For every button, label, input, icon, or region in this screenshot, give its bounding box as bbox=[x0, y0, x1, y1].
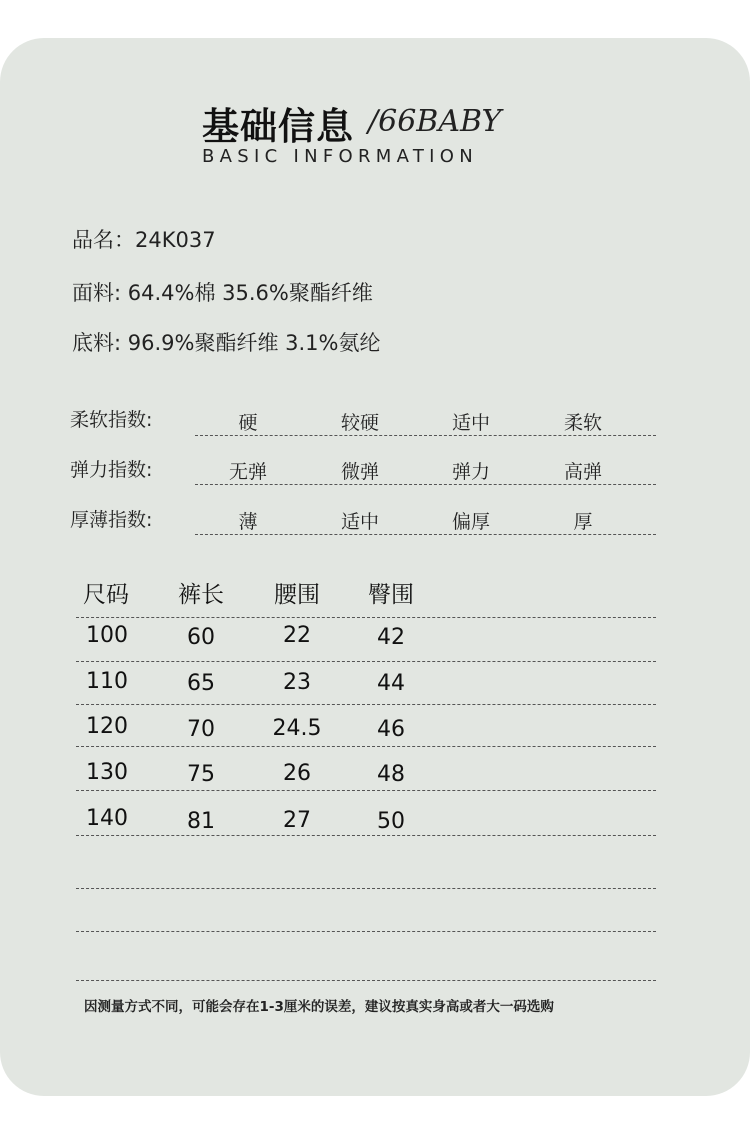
table-divider bbox=[76, 835, 656, 836]
size-cell: 140 bbox=[86, 806, 128, 831]
thickness-option-medium-selected bbox=[310, 507, 410, 534]
page-title: 基础信息 bbox=[202, 105, 354, 148]
thickness-divider bbox=[195, 534, 656, 535]
table-header-pants-length: 裤长 bbox=[178, 582, 224, 608]
waist-cell: 22 bbox=[283, 623, 311, 648]
length-cell: 65 bbox=[187, 671, 215, 696]
option-text: 较硬 bbox=[340, 412, 379, 434]
hip-cell: 46 bbox=[377, 717, 405, 742]
waist-cell: 23 bbox=[283, 670, 311, 695]
thickness-index-label: 厚薄指数: bbox=[70, 509, 153, 531]
size-cell: 110 bbox=[86, 669, 128, 694]
waist-cell: 24.5 bbox=[272, 716, 322, 741]
hip-cell: 44 bbox=[377, 671, 405, 696]
option-text: 适中 bbox=[340, 511, 379, 533]
option-text: 微弹 bbox=[340, 461, 379, 483]
option-text: 弹力 bbox=[451, 461, 490, 483]
lining-composition: 底料: 96.9%聚酯纤维 3.1%氨纶 bbox=[72, 331, 381, 355]
softness-divider bbox=[195, 435, 656, 436]
softness-index-label: 柔软指数: bbox=[70, 409, 153, 431]
hip-cell: 42 bbox=[377, 625, 405, 650]
table-divider bbox=[76, 704, 656, 705]
option-text: 高弹 bbox=[563, 461, 602, 483]
brand-name bbox=[368, 104, 501, 139]
elasticity-option-slight-selected bbox=[310, 457, 410, 484]
measurement-note: 因测量方式不同，可能会存在1-3厘米的误差，建议按真实身高或者大一码选购 bbox=[84, 999, 554, 1015]
table-divider bbox=[76, 980, 656, 981]
elasticity-divider bbox=[195, 484, 656, 485]
info-card bbox=[0, 38, 750, 1096]
table-header-waist: 腰围 bbox=[274, 582, 320, 608]
table-header-size: 尺码 bbox=[83, 582, 129, 608]
waist-cell: 27 bbox=[283, 808, 311, 833]
option-text: 无弹 bbox=[228, 461, 267, 483]
fabric-composition: 面料: 64.4%棉 35.6%聚酯纤维 bbox=[72, 281, 373, 305]
title-separator: / bbox=[368, 104, 379, 139]
table-divider bbox=[76, 888, 656, 889]
elasticity-option-elastic bbox=[421, 457, 521, 484]
length-cell: 70 bbox=[187, 717, 215, 742]
brand-text: 66BABY bbox=[378, 104, 502, 139]
softness-option-medium bbox=[421, 408, 521, 435]
softness-option-soft-selected bbox=[533, 408, 633, 435]
option-text: 适中 bbox=[451, 412, 490, 434]
elasticity-index-label: 弹力指数: bbox=[70, 459, 153, 481]
product-name: 品名：24K037 bbox=[72, 228, 216, 252]
option-text: 偏厚 bbox=[451, 511, 490, 533]
elasticity-option-high bbox=[533, 457, 633, 484]
length-cell: 75 bbox=[187, 762, 215, 787]
option-text: 薄 bbox=[238, 511, 258, 533]
softness-option-hard bbox=[198, 408, 298, 435]
thickness-option-thick-ish bbox=[421, 507, 521, 534]
page-subtitle: BASIC INFORMATION bbox=[202, 146, 478, 167]
option-text: 厚 bbox=[573, 511, 593, 533]
softness-option-medium-hard bbox=[310, 408, 410, 435]
option-text: 柔软 bbox=[563, 412, 602, 434]
length-cell: 60 bbox=[187, 625, 215, 650]
option-text: 硬 bbox=[238, 412, 258, 434]
table-divider bbox=[76, 931, 656, 932]
elasticity-option-none bbox=[198, 457, 298, 484]
length-cell: 81 bbox=[187, 809, 215, 834]
waist-cell: 26 bbox=[283, 761, 311, 786]
thickness-option-thin bbox=[198, 507, 298, 534]
table-header-hip: 臀围 bbox=[368, 582, 414, 608]
table-divider bbox=[76, 617, 656, 618]
table-divider bbox=[76, 746, 656, 747]
hip-cell: 48 bbox=[377, 762, 405, 787]
size-cell: 100 bbox=[86, 623, 128, 648]
size-cell: 130 bbox=[86, 760, 128, 785]
table-divider bbox=[76, 661, 656, 662]
hip-cell: 50 bbox=[377, 809, 405, 834]
table-divider bbox=[76, 790, 656, 791]
thickness-option-thick bbox=[533, 507, 633, 534]
size-cell: 120 bbox=[86, 714, 128, 739]
